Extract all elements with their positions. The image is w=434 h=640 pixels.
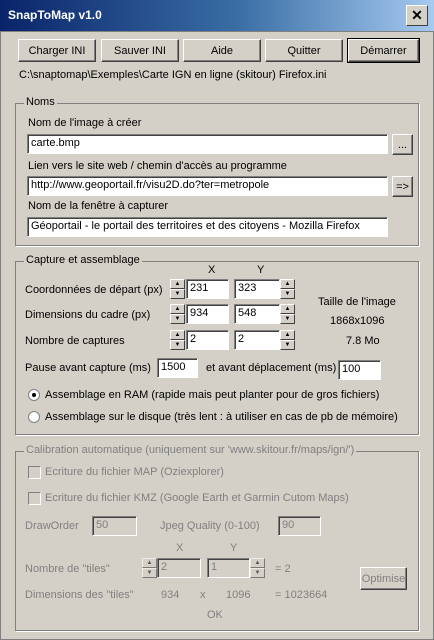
dim-tiles-eq: = 1023664 (275, 589, 328, 601)
close-icon: ✕ (411, 7, 423, 23)
coord-y-input[interactable]: 323 (234, 279, 280, 299)
taille-mo: 7.8 Mo (346, 335, 380, 347)
tiles-eq: = 2 (275, 563, 291, 575)
tiles-y-input[interactable]: 1 (207, 558, 250, 578)
disque-radio[interactable] (28, 411, 40, 423)
kmz-label: Ecriture du fichier KMZ (Google Earth et Garmin Cutom Maps) (45, 492, 349, 504)
charger-ini-button[interactable]: Charger INI (18, 39, 96, 62)
tiles-x-header: X (176, 542, 184, 554)
image-name-input[interactable]: carte.bmp (27, 134, 388, 154)
tiles-x-input[interactable]: 2 (157, 558, 201, 578)
window-title: SnapToMap v1.0 (8, 8, 102, 22)
dim-label: Dimensions du cadre (px) (25, 309, 151, 321)
y-header: Y (257, 264, 265, 276)
capture-group-title: Capture et assemblage (26, 254, 140, 266)
coord-x-input[interactable]: 231 (186, 279, 229, 299)
browse-button[interactable]: ... (392, 134, 413, 155)
depl-label: et avant déplacement (ms) (206, 362, 337, 374)
calibration-group (15, 451, 419, 631)
draworder-input[interactable]: 50 (92, 516, 137, 536)
go-button[interactable]: => (392, 176, 413, 197)
optimise-button[interactable]: Optimise (360, 567, 407, 590)
disque-label: Assemblage sur le disque (très lent : à utiliser en cas de pb de mémoire) (45, 411, 398, 423)
radio-selected-icon (32, 393, 36, 397)
kmz-checkbox[interactable] (28, 492, 41, 505)
taille-label: Taille de l'image (318, 296, 396, 308)
jpeg-input[interactable]: 90 (278, 516, 321, 536)
tiles-y-header: Y (230, 542, 238, 554)
calibration-group-title: Calibration automatique (uniquement sur 'www.skitour.fr/maps/ign/') (26, 444, 355, 456)
tiles-x-spinner[interactable]: ▲ ▼ (142, 558, 157, 578)
draworder-label: DrawOrder (25, 520, 79, 532)
pause-input[interactable]: 1500 (157, 358, 198, 378)
dim-tiles-times: x (200, 589, 206, 601)
fenetre-label: Nom de la fenêtre à capturer (28, 200, 169, 212)
ram-radio[interactable] (28, 389, 40, 401)
nb-y-spinner[interactable]: ▲ ▼ (280, 330, 295, 350)
nb-x-spinner[interactable]: ▲ ▼ (170, 330, 185, 350)
dim-y-input[interactable]: 548 (234, 304, 280, 324)
coord-label: Coordonnées de départ (px) (25, 284, 163, 296)
dim-tiles-x: 934 (161, 589, 180, 601)
dim-x-input[interactable]: 934 (186, 304, 229, 324)
lien-input[interactable]: http://www.geoportail.fr/visu2D.do?ter=metropole (27, 176, 388, 196)
taille-px: 1868x1096 (330, 315, 385, 327)
nb-label: Nombre de captures (25, 335, 125, 347)
x-header: X (208, 264, 216, 276)
dim-tiles-label: Dimensions des "tiles" (25, 589, 134, 601)
pause-label: Pause avant capture (ms) (25, 362, 151, 374)
tiles-y-spinner[interactable]: ▲ ▼ (250, 558, 265, 578)
fenetre-input[interactable]: Géoportail - le portail des territoires et des citoyens - Mozilla Firefox (27, 217, 388, 237)
close-button[interactable] (406, 5, 428, 26)
nb-y-input[interactable]: 2 (234, 330, 280, 350)
sauver-ini-button[interactable]: Sauver INI (101, 39, 179, 62)
noms-group-title: Noms (26, 96, 55, 108)
ok-label: OK (207, 609, 223, 621)
coord-x-spinner[interactable]: ▲ ▼ (170, 279, 185, 299)
dim-x-spinner[interactable]: ▲ ▼ (170, 304, 185, 324)
quitter-button[interactable]: Quitter (265, 39, 343, 62)
image-name-label: Nom de l'image à créer (28, 117, 142, 129)
tiles-label: Nombre de "tiles" (25, 563, 110, 575)
aide-button[interactable]: Aide (183, 39, 261, 62)
map-label: Ecriture du fichier MAP (Oziexplorer) (45, 466, 224, 478)
lien-label: Lien vers le site web / chemin d'accès au programme (28, 160, 287, 172)
map-checkbox[interactable] (28, 466, 41, 479)
depl-input[interactable]: 100 (338, 360, 381, 380)
coord-y-spinner[interactable]: ▲ ▼ (280, 279, 295, 299)
ram-label: Assemblage en RAM (rapide mais peut planter pour de gros fichiers) (45, 389, 380, 401)
dim-y-spinner[interactable]: ▲ ▼ (280, 304, 295, 324)
jpeg-label: Jpeg Quality (0-100) (160, 520, 260, 532)
ini-path: C:\snaptomap\Exemples\Carte IGN en ligne (skitour) Firefox.ini (19, 69, 327, 81)
demarrer-button[interactable]: Démarrer (348, 39, 419, 62)
nb-x-input[interactable]: 2 (186, 330, 229, 350)
dim-tiles-y: 1096 (226, 589, 251, 601)
